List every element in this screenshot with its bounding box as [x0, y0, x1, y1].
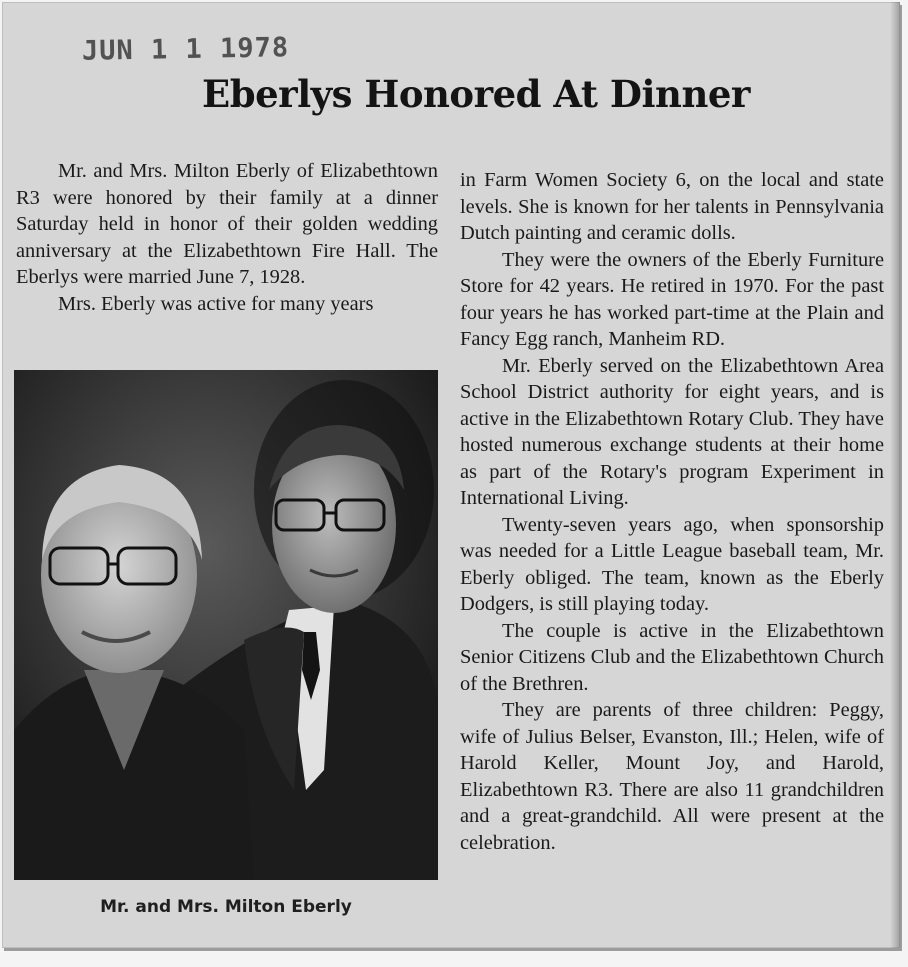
photo-caption: Mr. and Mrs. Milton Eberly — [100, 897, 352, 917]
right-column — [460, 167, 884, 856]
couple-photo — [14, 370, 438, 880]
paragraph: Twenty-seven years ago, when sponsorship was needed for a Little League baseball team, Mr. Eberly obliged. The team, known as the Eberly Dodgers, is still playing today. — [460, 513, 884, 615]
paragraph: They were the owners of the Eberly Furniture Store for 42 years. He retired in 1970. For the past four years he has worked part-time at the Plain and Fancy Egg ranch, Manheim RD. — [460, 248, 884, 350]
paragraph: They are parents of three children: Peggy, wife of Julius Belser, Evanston, Ill.; Helen, wife of Harold Keller, Mount Joy, and Harold, Elizabethtown R3. There are also 11 grandchildren and a great-grandchild. All were present at the celebration. — [460, 699, 884, 854]
paragraph: The couple is active in the Elizabethtown Senior Citizens Club and the Elizabethtown Church of the Brethren. — [460, 619, 884, 695]
paragraph: Mr. Eberly served on the Elizabethtown Area School District authority for eight years, and is active in the Elizabethtown Rotary Club. They have hosted numerous exchange students at their home as part of the Rotary's program Experiment in International Living. — [460, 354, 884, 509]
article-headline: Eberlys Honored At Dinner — [202, 72, 750, 116]
left-column — [16, 158, 438, 317]
paragraph: in Farm Women Society 6, on the local and state levels. She is known for her talents in Pennsylvania Dutch painting and ceramic dolls. — [460, 169, 884, 244]
newspaper-clipping — [2, 2, 900, 948]
paragraph: Mr. and Mrs. Milton Eberly of Elizabethtown R3 were honored by their family at a dinner Saturday held in honor of their golden wedding anniversary at the Elizabethtown Fire Hall. The Eberlys were married June 7, 1928. — [16, 160, 438, 288]
paragraph: Mrs. Eberly was active for many years — [58, 292, 374, 315]
date-stamp: JUN 1 1 1978 — [81, 32, 290, 67]
